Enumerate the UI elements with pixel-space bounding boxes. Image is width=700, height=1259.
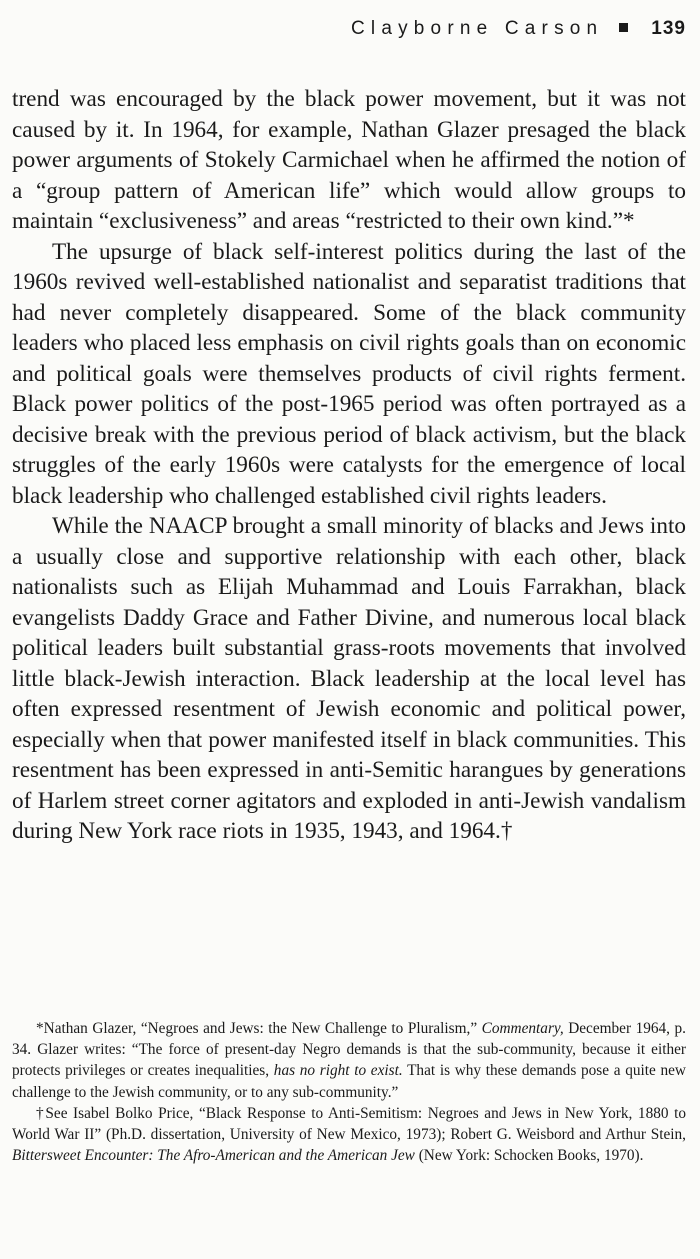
footnote-2-book-title: Bittersweet Encounter: The Afro-American and the American Jew [12,1147,415,1165]
footnote-2 [12,1103,686,1167]
running-head-author: Clayborne Carson [350,18,604,39]
paragraph-3: While the NAACP brought a small minority of blacks and Jews into a usually close and supportive relationship with each other, black nationalists such as Elijah Muhammad and Louis Farrakhan, black evangelists Daddy Grace and Father Divine, and numerous local black political leaders built substantial grass-roots movements that involved little black-Jewish interaction. Black leadership at the local level has often expressed resentment of Jewish economic and political power, especially when that power manifested itself in black communities. This resentment has been expressed in anti-Semitic harangues by generations of Harlem street corner agitators and exploded in anti-Jewish vandalism during New York race riots in 1935, 1943, and 1964.† [12,513,686,844]
footnote-1-journal: Commentary, [481,1020,564,1037]
paragraph-2: The upsurge of black self-interest politics during the last of the 1960s revived well-established nationalist and separatist traditions that had never completely disappeared. Some of the black community leaders who placed less emphasis on civil rights goals than on economic and political goals were themselves products of civil rights ferment. Black power politics of the post-1965 period was often portrayed as a decisive break with the previous period of black activism, but the black struggles of the early 1960s were catalysts for the emergence of local black leadership who challenged established civil rights leaders. [12,238,686,509]
running-head [12,18,686,40]
footnote-1-text-end: That is why these demands pose a quite new challenge to the Jewish community, or to any sub-community.” [12,1062,686,1101]
footnote-1 [12,1018,686,1103]
body-text [12,84,686,847]
footnote-1-text-cont: December 1964, p. 34. Glazer writes: “The force of present-day Negro demands is that the sub-community, because it either protects privileges or creates inequalities, [12,1020,686,1080]
footnotes [12,1018,686,1166]
square-bullet-icon [619,23,628,32]
footnote-2-text-end: (New York: Schocken Books, 1970). [414,1147,644,1165]
page-number: 139 [651,18,686,39]
paragraph-1: trend was encouraged by the black power movement, but it was not caused by it. In 1964, for example, Nathan Glazer presaged the black power arguments of Stokely Carmichael when he affirmed the notion of a “group pattern of American life” which would allow groups to maintain “exclusiveness” and areas “restricted to their own kind.”* [12,86,686,234]
footnote-1-text: *Nathan Glazer, “Negroes and Jews: the New Challenge to Pluralism,” [36,1020,482,1037]
footnote-2-text: †See Isabel Bolko Price, “Black Response to Anti-Semitism: Negroes and Jews in New York, 1880 to World War II” (Ph.D. dissertation, University of New Mexico, 1973); Robert G. Weisbord and Arthur Stein, [12,1104,686,1144]
footnote-1-emphasis: has no right to exist. [273,1062,403,1080]
